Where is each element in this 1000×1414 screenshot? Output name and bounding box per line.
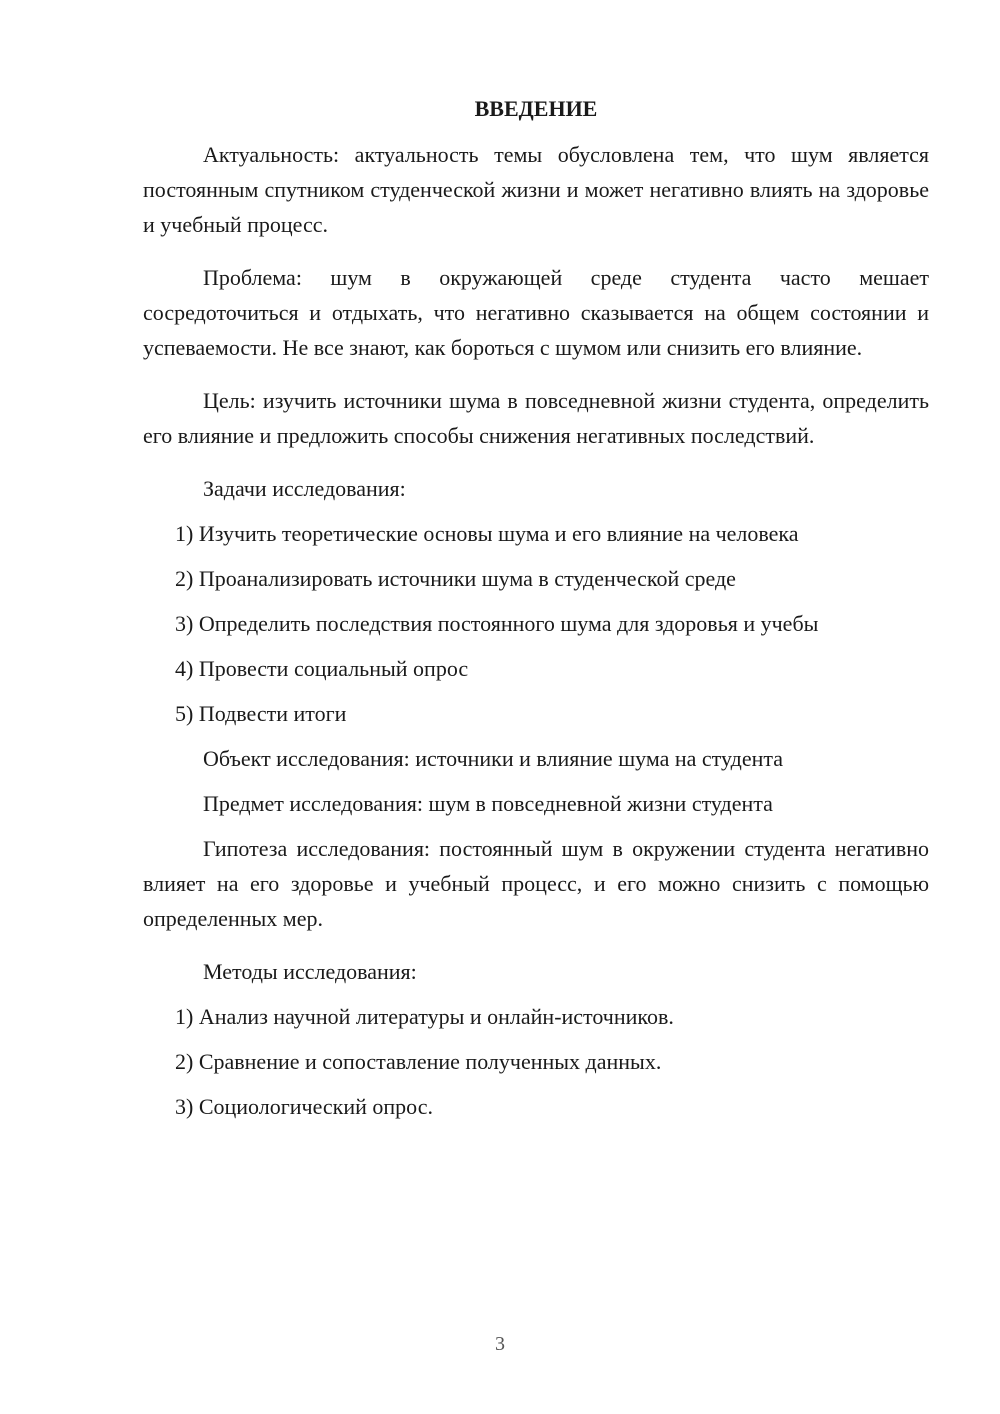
list-item: 5) Подвести итоги [175, 701, 347, 726]
relevance-paragraph: Актуальность: актуальность темы обусловлена тем, что шум является постоянным спутником студенческой жизни и может негативно влиять на здоровье и учебный процесс. [143, 142, 929, 237]
methods-list [143, 999, 929, 1124]
document-body [143, 94, 929, 1134]
hypothesis-paragraph: Гипотеза исследования: постоянный шум в окружении студента негативно влияет на его здоровье и учебный процесс, и его можно снизить с помощью определенных мер. [143, 836, 929, 931]
goal-paragraph: Цель: изучить источники шума в повседневной жизни студента, определить его влияние и предложить способы снижения негативных последствий. [143, 388, 929, 448]
list-item: 2) Сравнение и сопоставление полученных данных. [175, 1049, 662, 1074]
list-item: 4) Провести социальный опрос [175, 656, 469, 681]
list-item: 1) Изучить теоретические основы шума и его влияние на человека [175, 521, 799, 546]
list-item: 3) Определить последствия постоянного шума для здоровья и учебы [175, 611, 819, 636]
problem-paragraph: Проблема: шум в окружающей среде студента часто мешает сосредоточиться и отдыхать, что негативно сказывается на общем состоянии и успеваемости. Не все знают, как бороться с шумом или снизить его влияние. [143, 265, 929, 360]
page-number: 3 [495, 1333, 505, 1355]
list-item: 3) Социологический опрос. [175, 1094, 433, 1119]
list-item: 1) Анализ научной литературы и онлайн-источников. [175, 1004, 674, 1029]
page-title: ВВЕДЕНИЕ [474, 96, 598, 121]
subject-paragraph: Предмет исследования: шум в повседневной жизни студента [203, 791, 773, 816]
object-paragraph: Объект исследования: источники и влияние шума на студента [203, 746, 784, 771]
methods-heading: Методы исследования: [203, 959, 417, 984]
tasks-heading: Задачи исследования: [203, 476, 406, 501]
tasks-list [143, 516, 929, 731]
list-item: 2) Проанализировать источники шума в студенческой среде [175, 566, 736, 591]
